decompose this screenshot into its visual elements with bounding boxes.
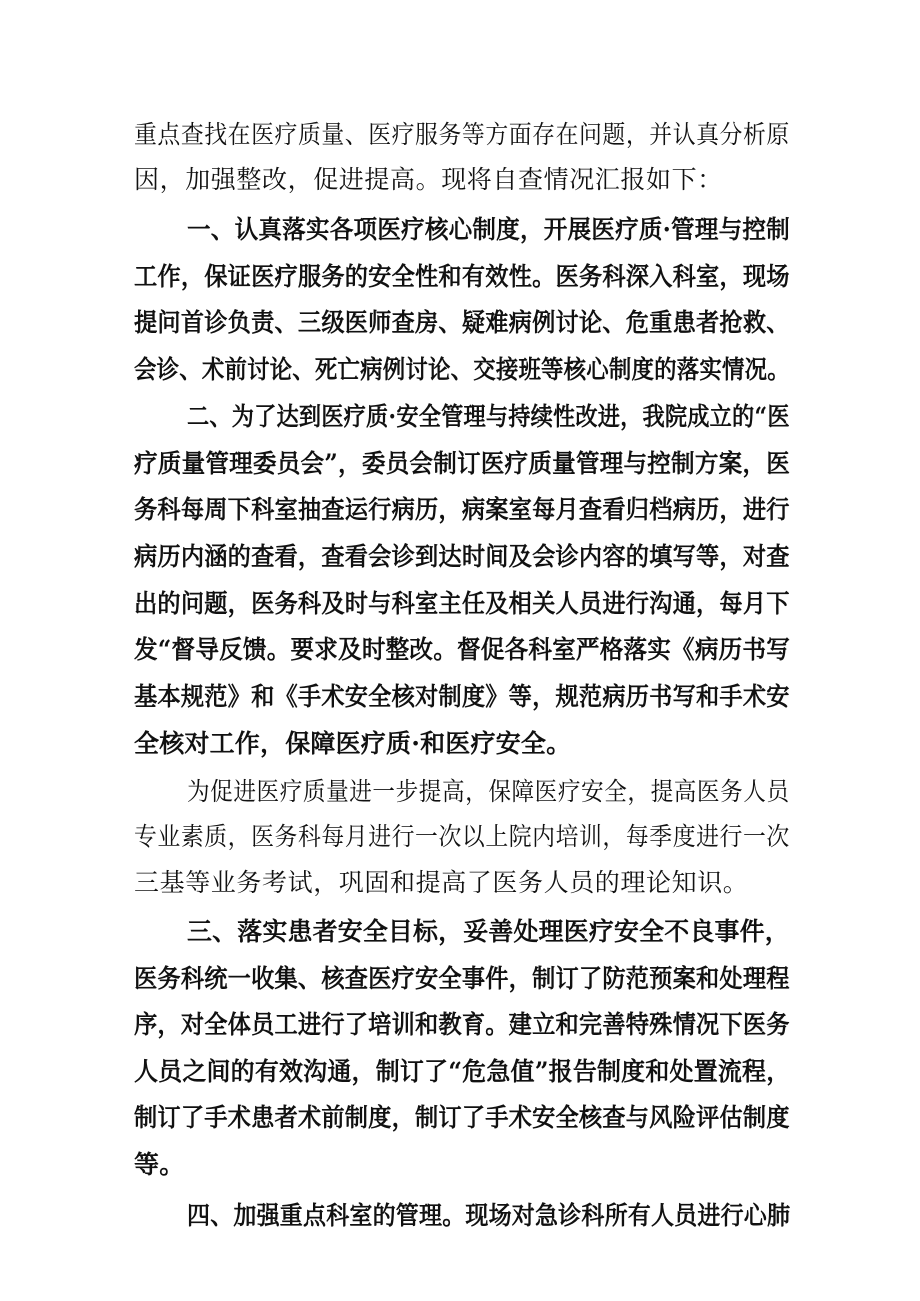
text-line-13: 基本规范》和《手术安全核对制度》等，规范病历书写和手术安 (134, 682, 790, 711)
text-line-11: 出的问题，医务科及时与科室主任及相关人员进行沟通，每月下 (134, 589, 790, 618)
text-line-2: 因，加强整改，促进提高。现将自查情况汇报如下： (134, 165, 723, 194)
text-line-24: 四、加强重点科室的管理。现场对急诊科所有人员进行心肺 (187, 1201, 791, 1230)
text-line-7: 二、为了达到医疗质·安全管理与持续性改进，我院成立的“医 (187, 402, 790, 431)
text-line-22: 制订了手术患者术前制度，制订了手术安全核查与风险评估制度 (134, 1103, 790, 1132)
text-line-5: 提问首诊负责、三级医师查房、疑难病例讨论、危重患者抢救、 (134, 308, 790, 337)
text-line-20: 序，对全体员工进行了培训和教育。建立和完善特殊情况下医务 (134, 1010, 790, 1039)
text-line-21: 人员之间的有效沟通，制订了“危急值”报告制度和处置流程， (134, 1057, 791, 1086)
text-line-17: 三基等业务考试，巩固和提高了医务人员的理论知识。 (134, 868, 749, 897)
text-line-3: 一、认真落实各项医疗核心制度，开展医疗质·管理与控制 (187, 215, 790, 244)
text-line-14: 全核对工作，保障医疗质·和医疗安全。 (134, 729, 572, 758)
text-line-6: 会诊、术前讨论、死亡病例讨论、交接班等核心制度的落实情况。 (134, 355, 790, 384)
text-line-9: 务科每周下科室抽查运行病历，病案室每月查看归档病历，进行 (134, 495, 790, 524)
text-line-12: 发“督导反馈。要求及时整改。督促各科室严格落实《病历书写 (134, 635, 790, 664)
text-line-23: 等。 (134, 1150, 185, 1179)
text-line-18: 三、落实患者安全目标，妥善处理医疗安全不良事件， (187, 917, 790, 946)
text-line-8: 疗质量管理委员会”，委员会制订医疗质量管理与控制方案，医 (134, 449, 790, 478)
text-line-1: 重点查找在医疗质量、医疗服务等方面存在问题，并认真分析原 (134, 120, 790, 149)
text-line-15: 为促进医疗质量进一步提高，保障医疗安全，提高医务人员 (187, 777, 790, 806)
text-line-19: 医务科统一收集、核查医疗安全事件，制订了防范预案和处理程 (134, 964, 790, 993)
text-line-10: 病历内涵的查看，查看会诊到达时间及会诊内容的填写等，对查 (134, 542, 790, 571)
text-line-4: 工作，保证医疗服务的安全性和有效性。医务科深入科室，现场 (134, 262, 790, 291)
text-line-16: 专业素质，医务科每月进行一次以上院内培训，每季度进行一次 (134, 822, 790, 851)
